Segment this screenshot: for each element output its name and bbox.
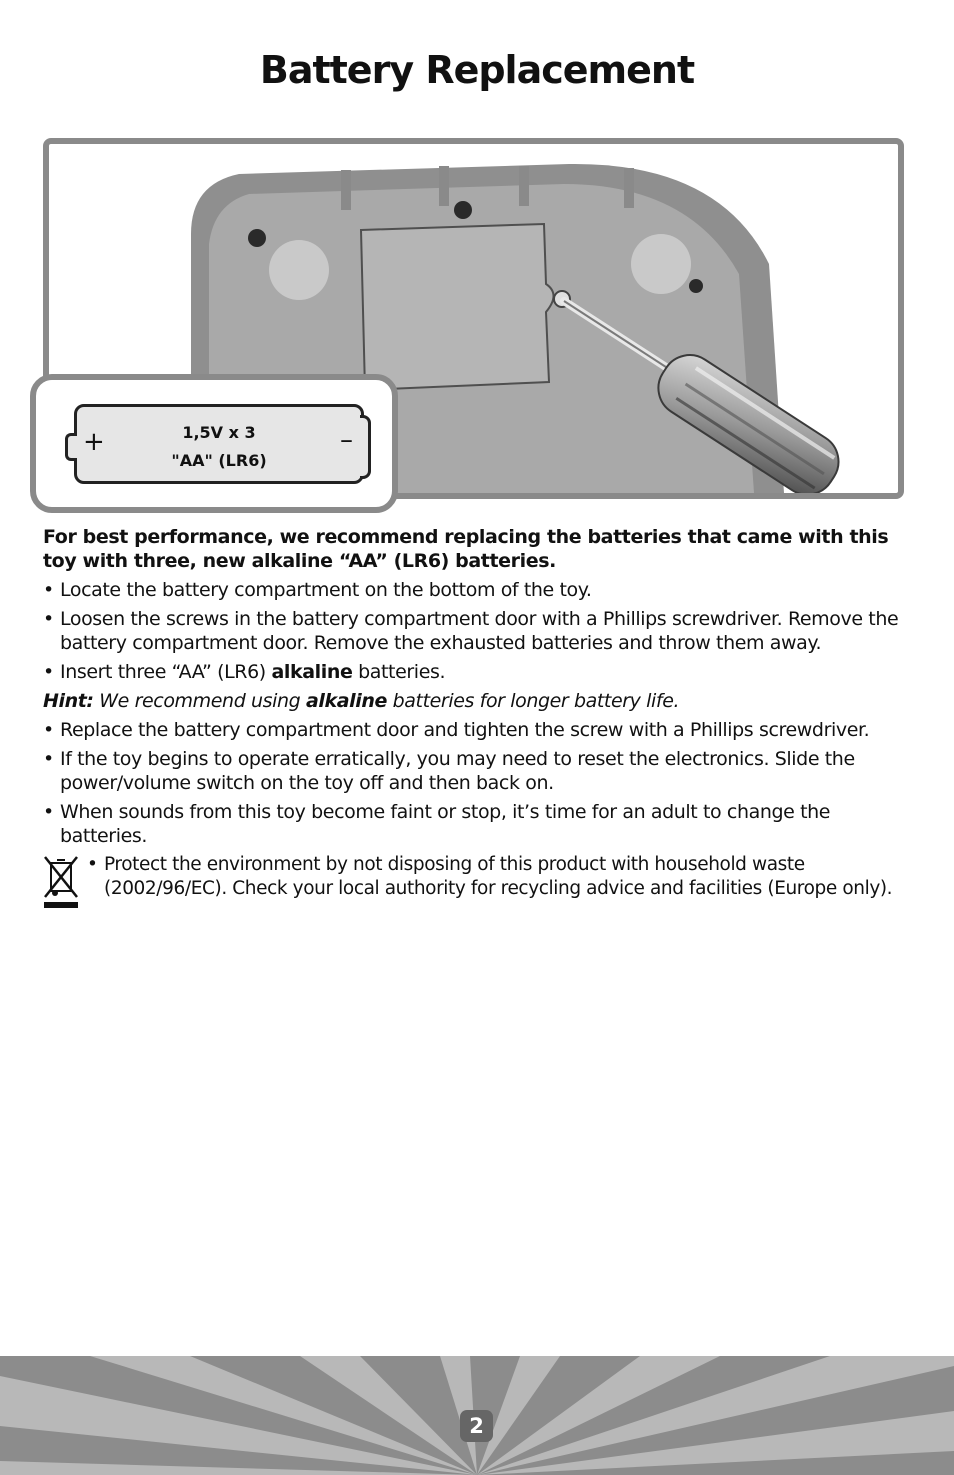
list-item	[43, 607, 913, 655]
battery-callout	[30, 374, 398, 513]
plus-sign: +	[83, 427, 105, 457]
list-item	[43, 747, 913, 795]
list-item	[87, 853, 913, 901]
emphasis-text: alkaline	[305, 690, 387, 712]
hint-label: Hint:	[43, 690, 94, 712]
list-item	[43, 800, 913, 848]
page-title: Battery Replacement	[259, 48, 695, 92]
list-item	[43, 578, 913, 602]
list-item-text: Protect the environment by not disposing of this product with household waste (2002/96/EC). Check your local authority for recycling advice and facilities (Europe only).	[104, 854, 893, 899]
list-item-text: If the toy begins to operate erratically, you may need to reset the electronics. Slide the power/volume switch on the toy off and then back on.	[60, 748, 855, 794]
intro-paragraph: For best performance, we recommend replacing the batteries that came with this toy with three, new alkaline “AA” (LR6) batteries.	[43, 526, 889, 572]
list-item-text: batteries.	[352, 661, 446, 683]
crossed-out-wheelie-bin-icon	[43, 855, 79, 909]
battery-voltage-label: 1,5V x 3	[182, 423, 256, 442]
list-item	[43, 718, 913, 742]
list-item-text: Replace the battery compartment door and tighten the screw with a Phillips screwdriver.	[60, 719, 870, 741]
hint-text: batteries for longer battery life.	[387, 690, 680, 712]
list-item-text: When sounds from this toy become faint or stop, it’s time for an adult to change the batteries.	[60, 801, 831, 847]
environment-notice	[43, 853, 913, 901]
aa-battery-icon	[74, 404, 364, 484]
list-item-text: Locate the battery compartment on the bottom of the toy.	[60, 579, 592, 601]
bullet-dot: •	[43, 801, 54, 823]
hint-text: We recommend using	[93, 690, 306, 712]
battery-type-label: "AA" (LR6)	[171, 451, 267, 470]
minus-sign: –	[340, 425, 353, 455]
battery-terminal-left	[65, 433, 77, 461]
bullet-dot: •	[43, 579, 54, 601]
bullet-dot: •	[87, 854, 98, 875]
bullet-dot: •	[43, 608, 54, 630]
bullet-dot: •	[43, 719, 54, 741]
emphasis-text: alkaline	[271, 661, 353, 683]
bullet-dot: •	[43, 661, 54, 683]
list-item-text: Loosen the screws in the battery compartment door with a Phillips screwdriver. Remove the battery compartment door. Remove the exhausted batteries and throw them away.	[60, 608, 899, 654]
page-number-badge: 2	[460, 1410, 493, 1442]
list-item-text: Insert three “AA” (LR6)	[60, 661, 272, 683]
battery-terminal-right	[360, 415, 371, 479]
bullet-dot: •	[43, 748, 54, 770]
list-item	[43, 660, 913, 684]
hint-line	[43, 689, 913, 713]
instructions	[43, 525, 913, 906]
